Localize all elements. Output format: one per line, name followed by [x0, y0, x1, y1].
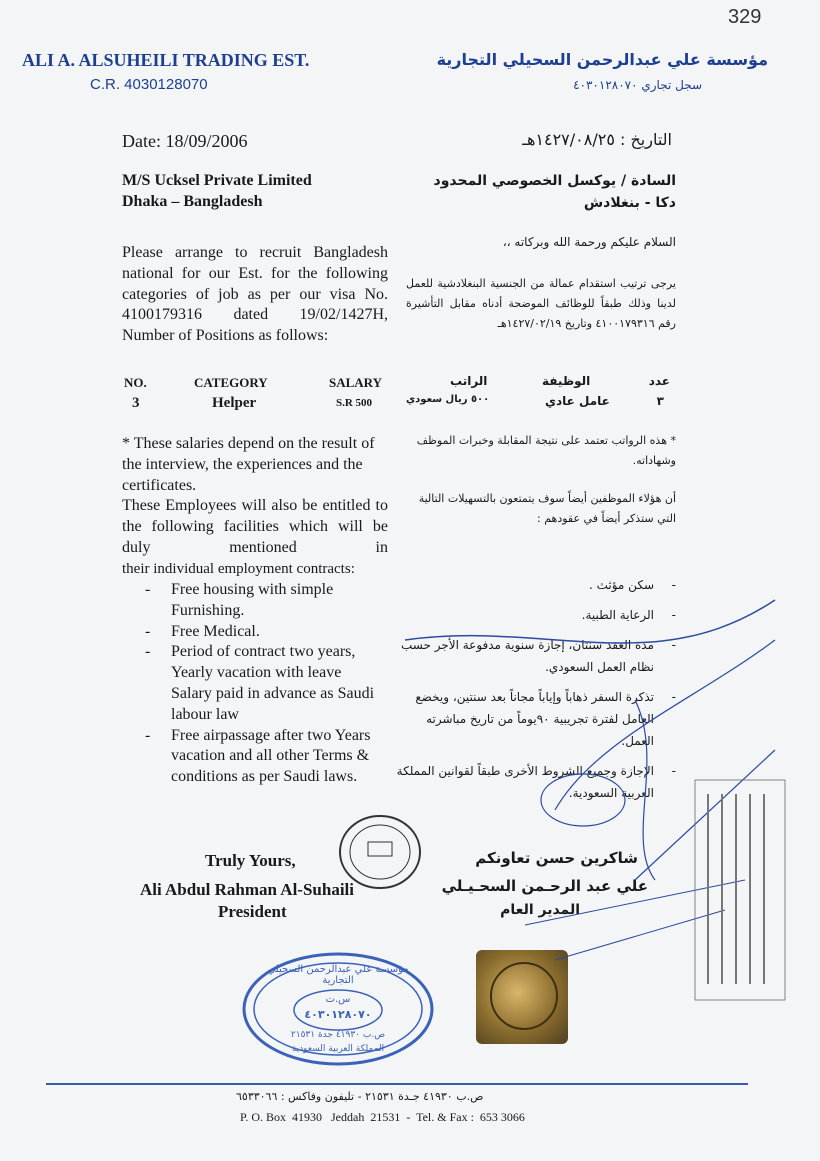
footer-address-en: P. O. Box 41930 Jeddah 21531 - Tel. & Fax : 653 3066	[240, 1110, 525, 1124]
footer-address-ar: ص.ب ٤١٩٣٠ جـدة ٢١٥٣١ - تليفون وفاكس : ٦٥٣٣٠٦٦	[236, 1090, 484, 1103]
footer-rule	[46, 1083, 748, 1085]
facility-text: Free airpassage after two Years vacation and all other Terms & conditions as per Saudi laws.	[171, 726, 371, 786]
facility-text-ar: الإجازة وجميع الشروط الأخرى طبقاً لقوانين المملكة العربية السعودية.	[396, 764, 654, 800]
cell-no: 3	[132, 395, 140, 411]
facilities-intro-en-last: their individual employment contracts:	[122, 561, 355, 577]
facilities-list-en	[145, 580, 385, 788]
positions-row-en	[124, 395, 388, 415]
cell-job-ar: عامل عادي	[545, 394, 610, 408]
facilities-intro-en: These Employees will also be entitled to the following facilities which will be duly mentioned in	[122, 497, 388, 556]
positions-table-ar	[400, 374, 670, 414]
intro-paragraph-en: Please arrange to recruit Bangladesh national for our Est. for the following categories of job as per our visa No. 4100179316 dated 19/02/1427H, Number of Positions as follows:	[122, 244, 388, 345]
facility-item-en	[145, 726, 385, 788]
signer-name-en: Ali Abdul Rahman Al-Suhaili	[140, 880, 355, 899]
facilities-list-ar	[396, 574, 676, 804]
positions-header-row-ar	[400, 374, 670, 394]
intro-paragraph-ar: يرجى ترتيب استقدام عمالة من الجنسية البنغلادشية للعمل لدينا وذلك طبقاً للوظائف الموضحة أدناه مقابل التأشيرة رقم ٤١٠٠١٧٩٣١٦ وتاريخ ١٤٢٧/٠٢/١٩هـ	[406, 277, 676, 330]
stamp-line: ص.ب ٤١٩٣٠ جدة ٢١٥٣١	[290, 1030, 386, 1040]
signer-title-en: President	[218, 902, 287, 921]
company-stamp	[240, 950, 436, 1068]
facility-text: Period of contract two years, Yearly vacation with leave Salary paid in advance as Saudi labour law	[171, 643, 375, 723]
stamp-line: مؤسسة علي عبدالرحمن السحيلي التجارية	[267, 964, 409, 986]
date-ar: التاريخ : ١٤٢٧/٠٨/٢٥هـ	[522, 130, 672, 149]
cr-number-en: C.R. 4030128070	[90, 76, 208, 93]
facility-text-ar: الرعاية الطبية.	[581, 608, 654, 622]
facility-text: Free Medical.	[171, 622, 260, 640]
header-salary-ar: الراتب	[450, 374, 488, 388]
facility-item-en	[145, 622, 385, 643]
bullet-dash: -	[145, 726, 151, 744]
date-en: Date: 18/09/2006	[122, 131, 248, 151]
cell-category: Helper	[212, 395, 257, 411]
facility-item-ar	[396, 760, 676, 804]
facility-text-ar: سكن مؤثث .	[588, 578, 654, 592]
recipient-name-ar: السادة / يوكسل الخصوصي المحدود	[433, 173, 676, 189]
salary-note-en: * These salaries depend on the result of the interview, the experiences and the certificates.	[122, 435, 375, 494]
bullet-dash: -	[671, 764, 676, 778]
facility-item-ar	[396, 634, 676, 678]
positions-table-en	[124, 375, 388, 415]
header-job-ar: الوظيفة	[542, 374, 591, 388]
bullet-dash: -	[145, 622, 151, 640]
header-category: CATEGORY	[194, 375, 268, 390]
hologram-seal-icon	[476, 950, 568, 1044]
page-number: 329	[728, 6, 762, 28]
facility-text: Free housing with simple Furnishing.	[171, 581, 334, 619]
header-salary: SALARY	[329, 375, 382, 390]
cell-count-ar: ٣	[656, 394, 664, 408]
header-no: NO.	[124, 375, 147, 390]
signer-name-ar: علي عبد الرحـمن السحـيـلي	[441, 877, 648, 895]
facility-item-en	[145, 642, 385, 725]
closing-ar: شاكرين حسن تعاونكم	[475, 849, 638, 867]
facility-item-en	[145, 580, 385, 622]
bullet-dash: -	[671, 608, 676, 622]
recipient-city-ar: دكا - بنغلادش	[583, 195, 676, 211]
recipient-city-en: Dhaka – Bangladesh	[122, 193, 263, 210]
greeting-ar: السلام عليكم ورحمة الله وبركاته ،،	[502, 235, 676, 249]
positions-header-row-en	[124, 375, 388, 395]
cr-number-ar: سجل تجاري ٤٠٣٠١٢٨٠٧٠	[573, 78, 702, 92]
stamp-line: المملكة العربية السعودية	[291, 1044, 385, 1054]
salary-note-ar: * هذه الرواتب تعتمد على نتيجة المقابلة وخبرات الموظف وشهاداته.	[416, 434, 676, 467]
company-name-ar: مؤسسة علي عبدالرحمن السحيلي التجارية	[436, 50, 768, 69]
signer-title-ar: المدير العام	[500, 902, 580, 918]
facility-item-ar	[396, 686, 676, 752]
bullet-dash: -	[671, 690, 676, 704]
cell-salary-ar: ٥٠٠ ريال سعودي	[406, 394, 490, 405]
chamber-seal-icon	[334, 812, 426, 892]
stamp-line: س.ت	[325, 994, 351, 1005]
bullet-dash: -	[671, 578, 676, 592]
bullet-dash: -	[145, 581, 151, 598]
bullet-dash: -	[671, 638, 676, 652]
facility-text-ar: مدة العقد سنتان، إجازة سنوية مدفوعة الأجر حسب نظام العمل السعودي.	[400, 638, 654, 674]
company-name-en: ALI A. ALSUHEILI TRADING EST.	[22, 50, 310, 70]
bullet-dash: -	[145, 643, 151, 661]
cell-salary: S.R 500	[336, 397, 373, 409]
facility-item-ar	[396, 574, 676, 596]
header-count-ar: عدد	[648, 374, 670, 388]
positions-row-ar	[400, 394, 670, 414]
facility-text-ar: تذكرة السفر ذهاباً وإياباً مجاناً بعد سنتين، ويخضع العامل لفترة تجريبية ٩٠يوماً من تاريخ مباشرته العمل.	[415, 690, 654, 748]
facility-item-ar	[396, 604, 676, 626]
closing-en: Truly Yours,	[205, 851, 296, 870]
facilities-intro-ar: أن هؤلاء الموظفين أيضاً سوف يتمتعون بالتسهيلات التالية التي ستذكر أيضاً في عقودهم :	[418, 492, 676, 525]
recipient-name-en: M/S Ucksel Private Limited	[122, 172, 312, 189]
stamp-line: ٤٠٣٠١٢٨٠٧٠	[304, 1008, 372, 1021]
